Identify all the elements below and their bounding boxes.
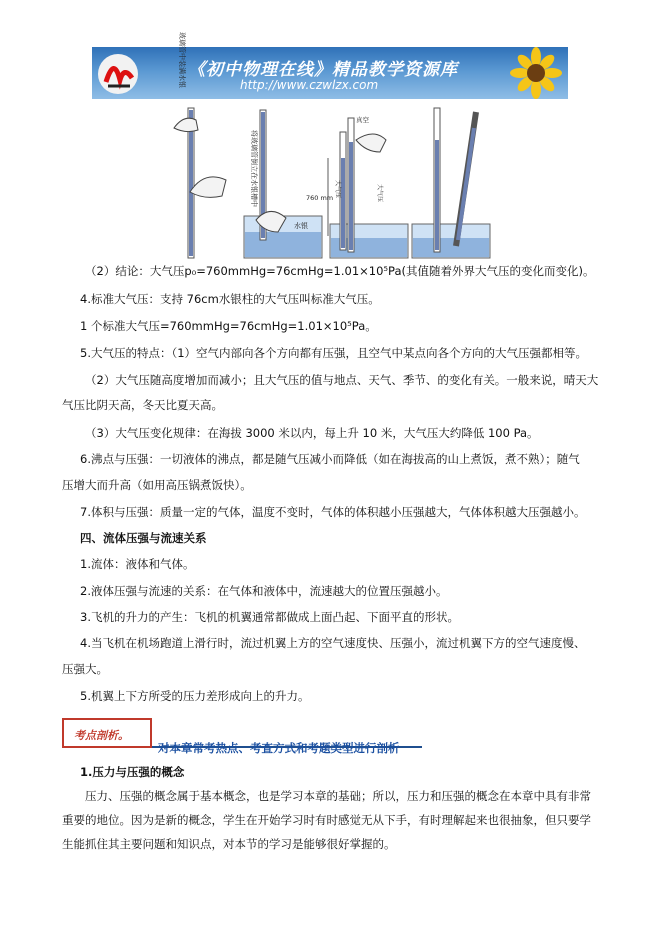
- text-line-weather: 气压比阴天高，冬天比夏天高。: [62, 398, 223, 412]
- label-pressure-left: 大气压: [334, 180, 341, 199]
- text-line-standard-value: 1 个标准大气压=760mmHg=76cmHg=1.01×10⁵Pa。: [80, 319, 377, 333]
- exam-point-caption: 对本章常考热点、考查方式和考题类型进行剖析: [158, 741, 400, 755]
- text-line-conclusion: （2）结论：大气压p₀=760mmHg=76cmHg=1.01×10⁵Pa(其值随着外界大气压的变化而变化)。: [85, 264, 595, 278]
- site-logo-icon: [96, 50, 140, 96]
- text-line-boiling-point: 6.沸点与压强：一切液体的沸点，都是随气压减小而降低（如在海拔高的山上煮饭，煮不熟）；随气: [80, 452, 580, 466]
- label-trough: 水银: [294, 222, 308, 230]
- panel-tilted-tube: [412, 108, 490, 258]
- header-banner: [92, 47, 568, 99]
- text-line-flow-speed: 2.液体压强与流速的关系：在气体和液体中，流速越大的位置压强越小。: [80, 584, 448, 598]
- text-line-pressure-cooker: 压增大而升高（如用高压锅煮饭快）。: [62, 478, 252, 492]
- banner-title: 《初中物理在线》精品教学资源库: [188, 60, 458, 80]
- label-vacuum: 真空: [356, 116, 369, 124]
- text-line-pressure-high: 压强大。: [62, 662, 108, 676]
- label-fill-tube: 玻璃管中装满水银: [178, 32, 186, 88]
- text-line-pressure-features: 5.大气压的特点：（1）空气内部向各个方向都有压强，且空气中某点向各个方向的大气压强都相等。: [80, 346, 588, 360]
- label-invert-tube: 将玻璃管倒立在水银槽中: [250, 130, 258, 207]
- panel-invert-tube: [244, 110, 322, 258]
- text-paragraph-line-2: 重要的地位。因为是新的概念，学生在开始学习时有时感觉无从下手，有时理解起来也很抽象，但只要学: [62, 813, 591, 827]
- text-paragraph-line-1: 压力、压强的概念属于基本概念，也是学习本章的基础；所以，压力和压强的概念在本章中具有非常: [85, 789, 591, 803]
- text-line-variation: （3）大气压变化规律：在海拔 3000 米以内，每上升 10 米，大气压大约降低 100 Pa。: [85, 426, 539, 440]
- text-line-runway: 4.当飞机在机场跑道上滑行时，流过机翼上方的空气速度快、压强小，流过机翼下方的空气速度慢、: [80, 636, 586, 650]
- text-paragraph-line-3: 生能抓住其主要问题和知识点，对本节的学习是能够很好掌握的。: [62, 837, 396, 851]
- text-line-lift: 3.飞机的升力的产生：飞机的机翼通常都做成上面凸起、下面平直的形状。: [80, 610, 459, 624]
- text-line-standard-pressure: 4.标准大气压：支持 76cm水银柱的大气压叫标准大气压。: [80, 292, 380, 306]
- text-line-lift-force: 5.机翼上下方所受的压力差形成向上的升力。: [80, 689, 310, 703]
- subsection-heading-pressure: 1.压力与压强的概念: [80, 765, 185, 779]
- label-pressure-right: 大气压: [376, 184, 383, 203]
- text-line-fluid: 1.流体：液体和气体。: [80, 557, 195, 571]
- section-heading-fluid: 四、流体压强与流速关系: [80, 531, 207, 545]
- banner-url: http://www.czwlzx.com: [240, 78, 379, 92]
- text-line-altitude: （2）大气压随高度增加而减小；且大气压的值与地点、天气、季节、的变化有关。一般来说，晴天大: [85, 373, 599, 387]
- exam-point-label: 考点剖析。: [74, 729, 129, 742]
- sunflower-icon: [504, 47, 564, 99]
- text-line-volume: 7.体积与压强：质量一定的气体，温度不变时，气体的体积越小压强越大，气体体积越大压强越小。: [80, 505, 586, 519]
- label-760mm: 760 mm: [306, 194, 334, 202]
- exam-point-tag: [62, 718, 152, 748]
